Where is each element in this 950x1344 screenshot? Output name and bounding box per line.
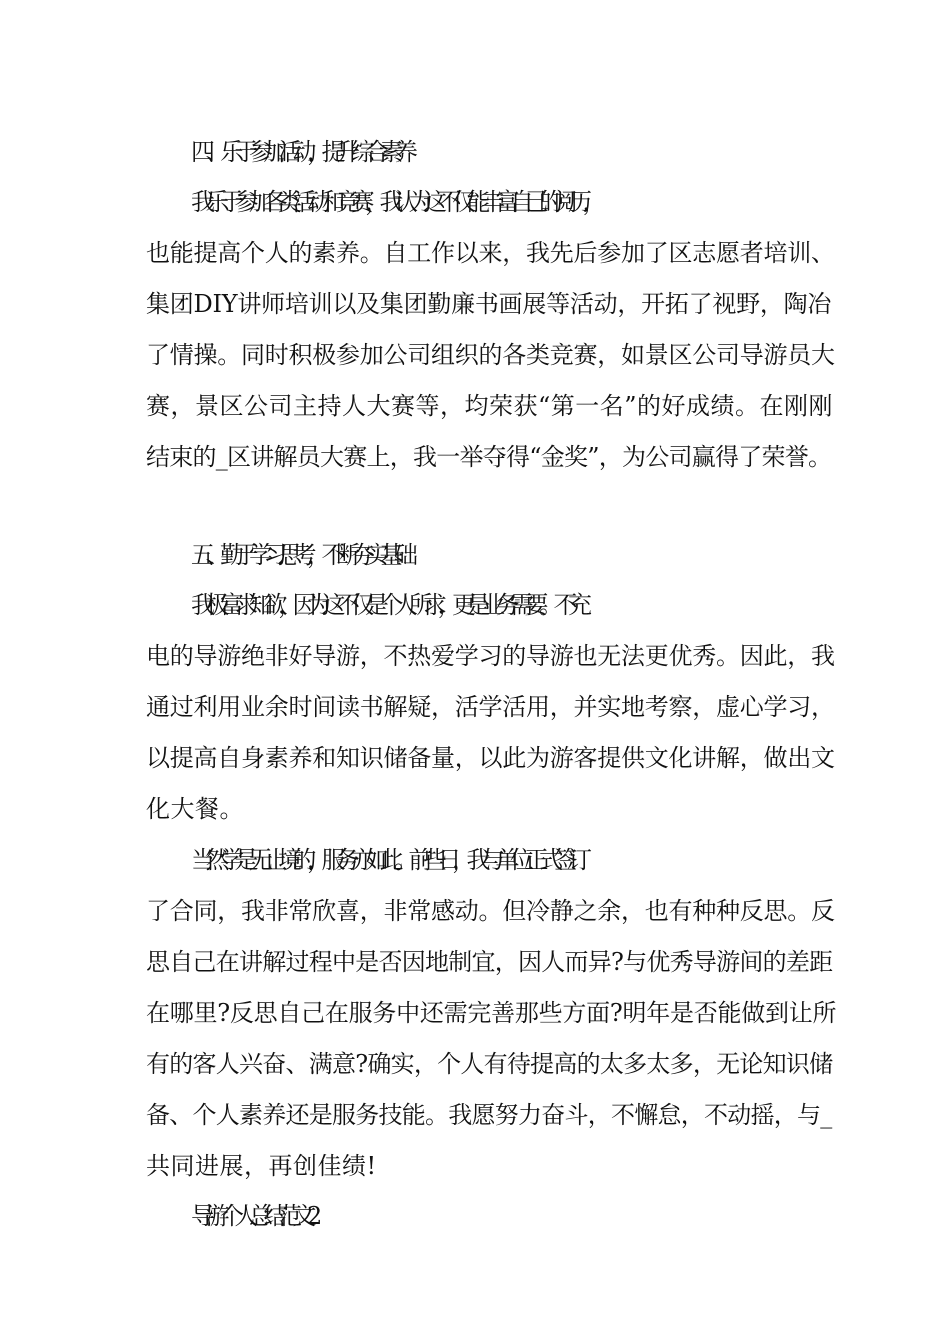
paragraph-line: 集团DIY讲师培训以及集团勤廉书画展等活动，开拓了视野，陶冶 <box>146 290 832 318</box>
paragraph-line: 结束的_区讲解员大赛上，我一举夺得“金奖”，为公司赢得了荣誉。 <box>146 443 832 471</box>
paragraph-line: 也能提高个人的素养。自工作以来，我先后参加了区志愿者培训、 <box>146 239 835 267</box>
paragraph-line: 化大餐。 <box>146 795 244 823</box>
section-5-heading: 五、勤于学习思考，不断夯实基础 <box>191 541 409 569</box>
paragraph-line: 通过利用业余时间读书解疑，活学活用，并实地考察，虚心学习， <box>146 693 835 721</box>
paragraph-line: 思自己在讲解过程中是否因地制宜，因人而异?与优秀导游间的差距 <box>146 948 833 976</box>
paragraph-line: 赛，景区公司主持人大赛等，均荣获“第一名”的好成绩。在刚刚 <box>146 392 834 420</box>
paragraph-line: 了合同，我非常欣喜，非常感动。但冷静之余，也有种种反思。反 <box>146 897 835 925</box>
paragraph-line: 当然学是无止境的，服务亦如此。前些日，我与单位正式签订 <box>191 846 583 874</box>
paragraph-line: 在哪里?反思自己在服务中还需完善那些方面?明年是否能做到让所 <box>146 999 837 1027</box>
paragraph-line: 共同进展，再创佳绩! <box>146 1152 377 1180</box>
paragraph-line: 我极富求知欲，因为这不仅是个人所求，更是业务需要。不充 <box>191 591 583 619</box>
paragraph-line: 电的导游绝非好导游，不热爱学习的导游也无法更优秀。因此，我 <box>146 642 835 670</box>
paragraph-line: 我乐于参加各类活动和竞赛，我认为这不仅能丰富自己的阅历， <box>191 188 597 216</box>
paragraph-line: 了情操。同时积极参加公司组织的各类竞赛，如景区公司导游员大 <box>146 341 835 369</box>
section-4-heading: 四、乐于参加活动，提升综合素养 <box>191 138 409 166</box>
next-section-title: 导游个人总结范文2 <box>191 1202 313 1230</box>
paragraph-line: 有的客人兴奋、满意?确实，个人有待提高的太多太多，无论知识储 <box>146 1050 833 1078</box>
paragraph-line: 备、个人素养还是服务技能。我愿努力奋斗，不懈怠，不动摇，与_ <box>146 1101 832 1129</box>
paragraph-line: 以提高自身素养和知识储备量，以此为游客提供文化讲解，做出文 <box>146 744 835 772</box>
